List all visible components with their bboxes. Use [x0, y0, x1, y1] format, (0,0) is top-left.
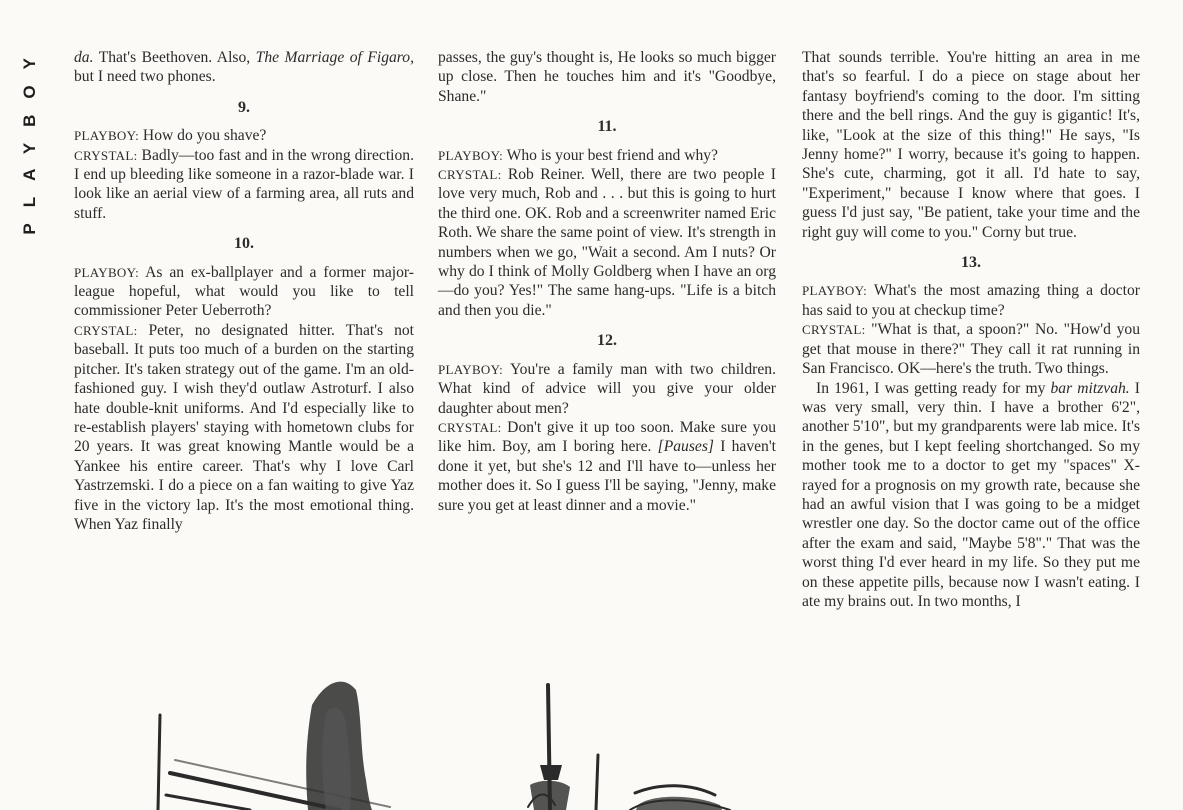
- speaker-label: CRYSTAL:: [74, 322, 138, 338]
- text: Rob Reiner. Well, there are two people I love very much, Rob and . . . but this is going to hurt the third one. OK. Rob and a screenwriter named Eric Roth. We share the same point of view. It's strength in numbers when we go, "Wait a second. Am I nuts? Or why do I think of Molly Goldberg when I have an org—do you? Yes!" The same hang-ups. "Life is a bitch and then you die.": [438, 166, 776, 319]
- article-column-3: [802, 48, 1140, 611]
- speaker-label: CRYSTAL:: [802, 322, 866, 338]
- ink-illustration: [130, 655, 770, 810]
- article-column-2: [438, 48, 776, 515]
- text: Don't give it up too soon. Make sure you like him. Boy, am I boring here.: [438, 418, 776, 456]
- text: That's Beethoven. Also,: [93, 49, 256, 66]
- paragraph: That sounds terrible. You're hitting an area in me that's so fearful. I do a piece on stage about her fantasy boyfriend's coming to the door. I'm sitting there and the bell rings. And the guy is gigantic! It's, like, "Look at the size of this thing!" He says, "Is Jenny home?" I worry, because it's going to happen. She's cute, charming, got it all. I'd hate to say, "Experiment," because I know where that goes. I guess I'd just say, "Be patient, take your time and the right guy will come to you." Corny but true.: [802, 49, 1140, 241]
- text: I haven't done it yet, but she's 12 and I'll have to—unless her mother does it. So I guess I'll be saying, "Jenny, make sure you get at least dinner and a movie.": [438, 438, 776, 514]
- question: [802, 281, 1140, 320]
- text: "What is that, a spoon?" No. "How'd you get that mouse in there?" They call it rat running in San Francisco. OK—here's the truth. Two things.: [802, 321, 1140, 378]
- question: [438, 146, 776, 165]
- text: You're a family man with two children. What kind of advice will you give your older daughter about men?: [438, 360, 776, 417]
- text: I was very small, very thin. I have a brother 6'2", another 5'10", but my grandparents were lab mice. It's in the genes, but I kept feeling shortchanged. So my mother took me to a doctor to get my "spaces" X-rayed for a prognosis on my growth rate, because she had an awful vision that I was going to be a midget wrestler one day. So the doctor came out of the office after the exam and said, "Maybe 5'8"." That was the worst thing I'd ever heard in my life. So they put me on these appetite pills, because now I wasn't eating. I ate my brains out. In two months, I: [802, 379, 1140, 610]
- speaker-label: PLAYBOY:: [74, 264, 140, 280]
- answer: [74, 321, 414, 534]
- answer: [74, 146, 414, 224]
- question-number: 13.: [961, 254, 981, 272]
- italic-text: da.: [74, 49, 94, 66]
- text: Badly—too fast and in the wrong direction. I end up bleeding like someone in a razor-blade war. I look like an aerial view of a farming area, all ruts and stuff.: [74, 146, 414, 222]
- speaker-label: PLAYBOY:: [74, 128, 140, 144]
- text: As an ex-ballplayer and a former major-league hopeful, what would you like to tell commissioner Peter Ueberroth?: [74, 263, 414, 320]
- question: [74, 126, 414, 145]
- text: Peter, no designated hitter. That's not baseball. It puts too much of a burden on the starting pitcher. It's taken strategy out of the game. I'm an old-fashioned guy. I wish they'd outlaw Astroturf. I also hate double-knit uniforms. And I'd especially like to re-establish players' staying with hometown clubs for 20 years. It was great knowing Mantle would be a Yankee his entire career. That's why I love Carl Yastrzemski. I do a piece on a fan waiting to give Yaz five in the victory lap. It's the most emotional thing. When Yaz finally: [74, 321, 414, 533]
- text: but I need two phones.: [74, 68, 216, 86]
- answer: [438, 418, 776, 515]
- sidebar-text: PLAYBOY: [20, 42, 39, 235]
- italic-stage-direction: [Pauses]: [657, 438, 714, 456]
- article-column-1: [74, 48, 414, 534]
- question-number: 9.: [238, 98, 250, 116]
- magazine-sidebar-label: [20, 42, 44, 292]
- speaker-label: PLAYBOY:: [438, 147, 504, 163]
- text: In 1961, I was getting ready for my: [816, 379, 1051, 397]
- question-number: 12.: [597, 332, 617, 350]
- question-number: 11.: [597, 118, 617, 136]
- question-number: 10.: [234, 235, 254, 253]
- italic-text: bar mitzvah.: [1050, 379, 1130, 397]
- speaker-label: CRYSTAL:: [438, 167, 502, 183]
- text: How do you shave?: [139, 127, 267, 145]
- question: [74, 263, 414, 321]
- speaker-label: CRYSTAL:: [438, 419, 502, 435]
- speaker-label: PLAYBOY:: [438, 361, 504, 377]
- italic-title: The Marriage of Figaro,: [255, 49, 414, 66]
- paragraph: [74, 48, 414, 87]
- answer: [438, 165, 776, 320]
- text: Who is your best friend and why?: [503, 146, 718, 164]
- question: [438, 360, 776, 418]
- paragraph: [802, 379, 1140, 612]
- text: What's the most amazing thing a doctor has said to you at checkup time?: [802, 282, 1140, 319]
- speaker-label: CRYSTAL:: [74, 147, 138, 163]
- answer: [802, 320, 1140, 378]
- paragraph: passes, the guy's thought is, He looks so much bigger up close. Then he touches him and it's "Goodbye, Shane.": [438, 49, 776, 105]
- speaker-label: PLAYBOY:: [802, 283, 868, 299]
